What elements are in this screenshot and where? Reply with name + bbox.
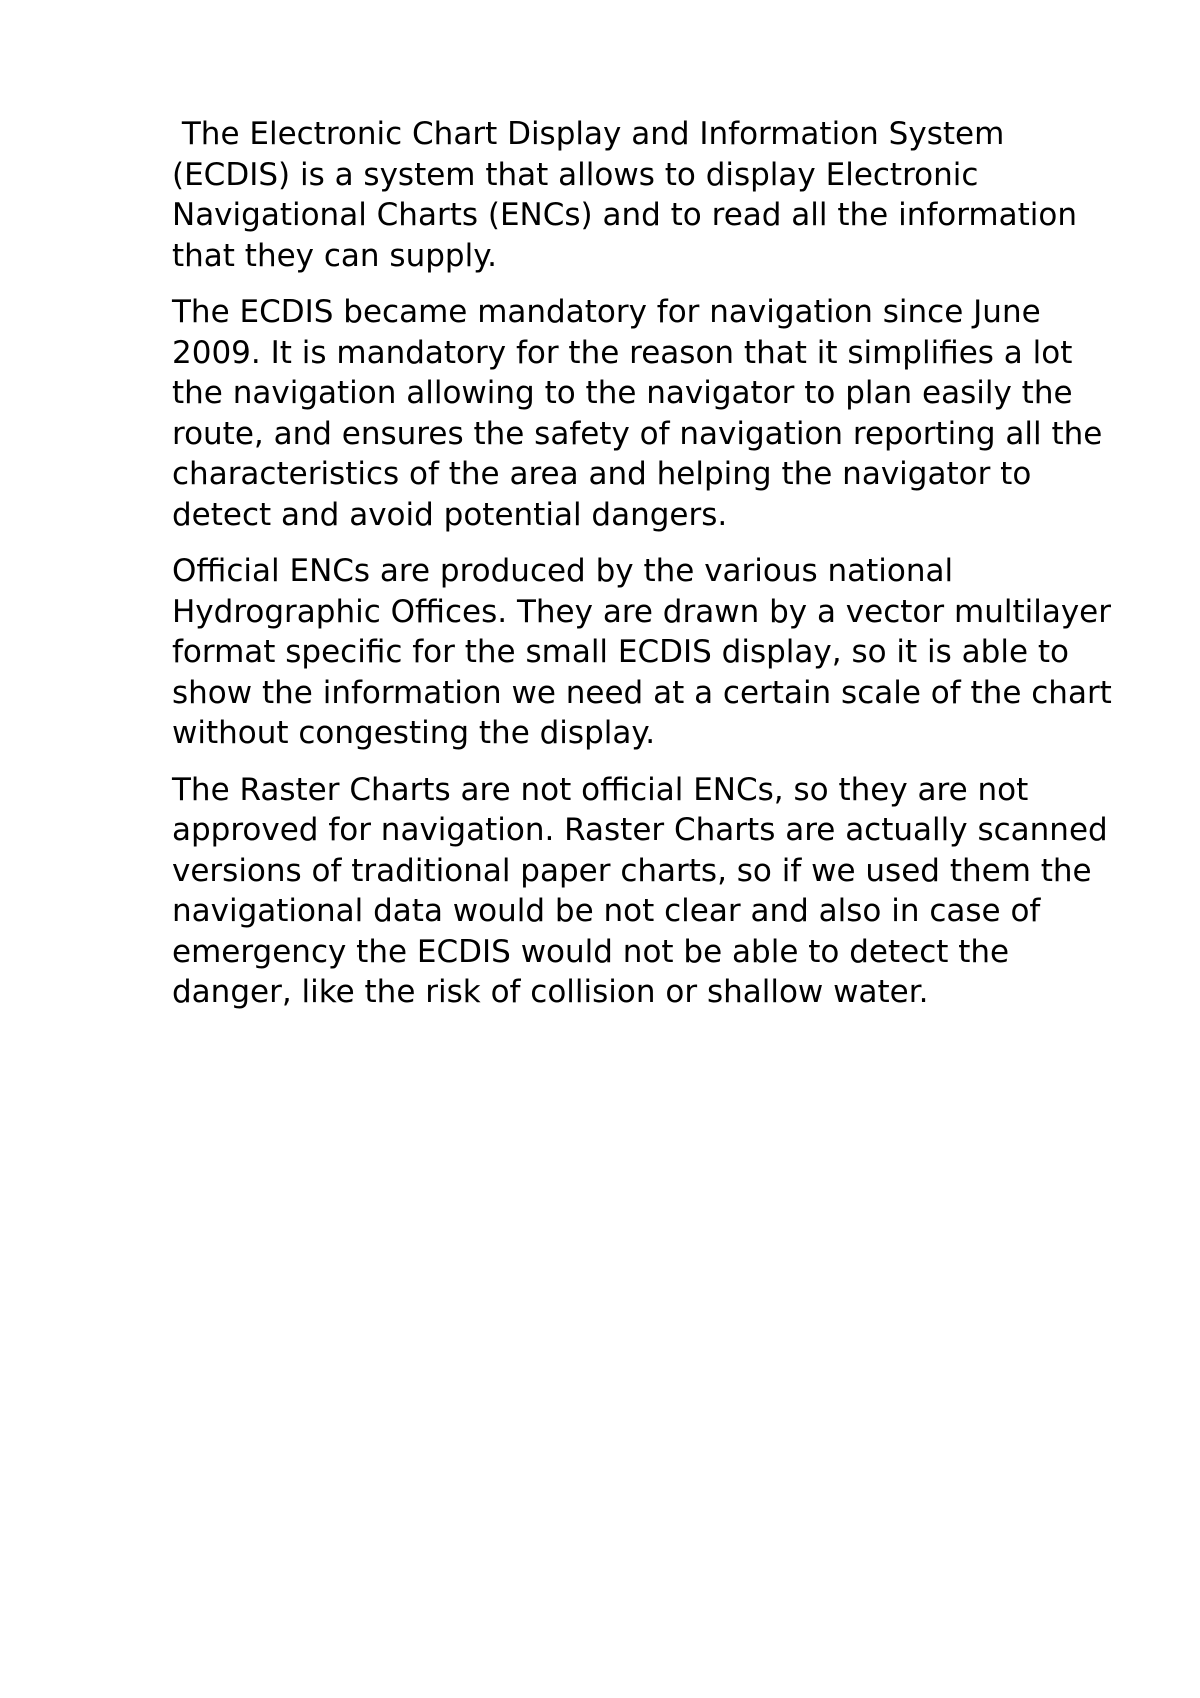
paragraph-raster-charts: The Raster Charts are not official ENCs, so they are not approved for navigation. Raster Charts are actually scanned versions of traditional paper charts, so if we used them the navigational data would be not clear and also in case of emergency the ECDIS would not be able to detect the danger, like the risk of collision or shallow water.	[172, 771, 1118, 1010]
paragraph-ecdis-definition: The Electronic Chart Display and Information System (ECDIS) is a system that allows to display Electronic Navigational Charts (ENCs) and to read all the information that they can supply.	[172, 116, 1087, 274]
paragraph-ecdis-mandatory: The ECDIS became mandatory for navigation since June 2009. It is mandatory for the reason that it simplifies a lot the navigation allowing to the navigator to plan easily the route, and ensures the safety of navigation reporting all the characteristics of the area and helping the navigator to detect and avoid potential dangers.	[172, 294, 1113, 533]
paragraph-official-encs: Official ENCs are produced by the various national Hydrographic Offices. They are drawn by a vector multilayer format specific for the small ECDIS display, so it is able to show the information we need at a certain scale of the chart without congesting the display.	[172, 553, 1122, 751]
document-body	[172, 114, 1132, 1029]
